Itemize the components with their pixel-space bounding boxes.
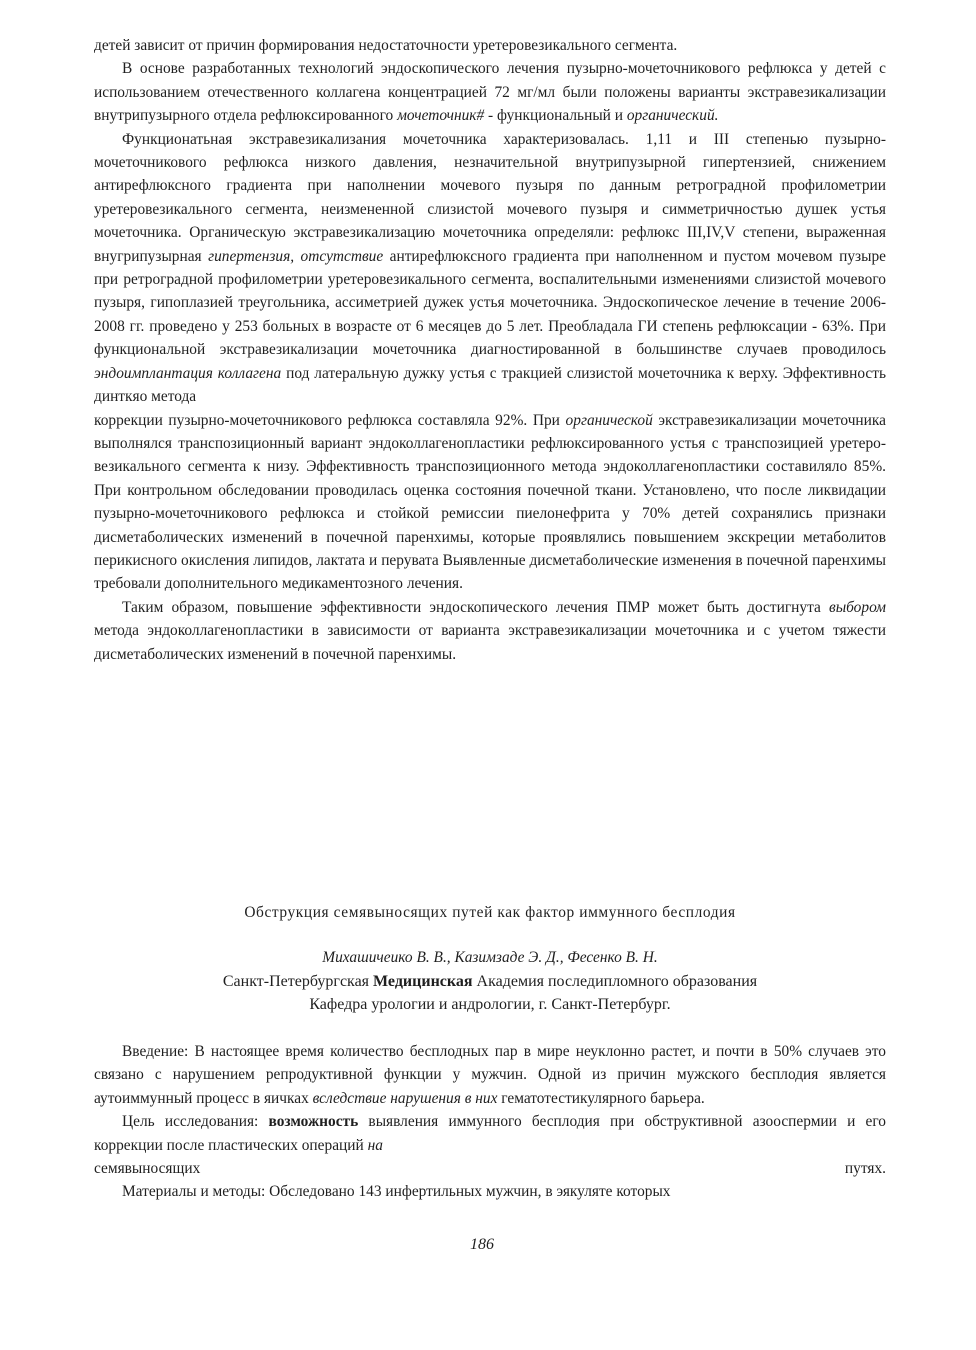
article-affiliation <box>94 970 886 1017</box>
affiliation-department: Кафедра урологии и андрологии, г. Санкт-Петербург. <box>309 996 671 1014</box>
article-title: Обструкция семявыносящих путей как фактор иммунного бесплодия <box>244 904 736 921</box>
paragraph-extravesicalization: Функционатьная экстравезикализания мочеточника характеризовалась. 1,11 и III степенью пузырно-мочеточникового рефлюкса низкого давления, незначительной внутрипузырной гипертензией, снижением антирефлюксного градиента при наполнении мочевого пузыря по данным ретроградной профилометрии уретеровезикального сегмента, неизмененной слизистой мочевого пузыря и симметричностью душек устья мочеточника. Органическую экстравезикализацию мочеточника определяли: рефлюкс III,IV,V степени, выраженная внугрипузырная гипертензия, отсутствие антирефлюксного градиента при наполненном и пустом мочевом пузыре при ретроградной профилометрии уретеровезикального сегмента, воспалительными изменениями слизистой мочевого пузыря, гипоплазией треугольника, ассиметрией дужек устья мочеточника. Эндоскопическое лечение в течение 2006-2008 гг. проведено у 253 больных в возрасте от 6 месяцев до 5 лет. Преобладала ГИ степень рефлюксации - 63%. При функциональной экстравезикализации мочеточника диагностированной в большинстве случаев проводилось эндоимплантация коллагена под латеральную дужку устья с тракцией слизистой мочеточника к верху. Эффективность динткяо метода <box>94 130 886 406</box>
article-authors: Михашичеико В. В., Казимзаде Э. Д., Фесенко В. Н. <box>322 949 658 966</box>
paragraph-continuation: детей зависит от причин формирования недостаточности уретеровезикального сегмента. <box>94 37 678 54</box>
paragraph-conclusion: Таким образом, повышение эффективности эндоскопического лечения ПМР может быть достигнута выбором метода эндоколлагенопластики в зависимости от варианта экстравезикализации мочеточника и с учетом тяжести дисметаболических изменений в почечной паренхимы. <box>94 598 886 663</box>
paragraph-aim: Цель исследования: возможность выявления иммунного бесплодия при обструктивной азооспермии и его коррекции после пластических операций на <box>94 1113 887 1154</box>
paragraph-aim-last-line: семявыносящих путях. <box>94 1160 886 1178</box>
paragraph-technologies: В основе разработанных технологий эндоскопического лечения пузырно-мочеточникового рефлюкса у детей с использованием отечественного коллагена концентрацией 72 мг/мл были положены варианты экстравезикализации внутрипузырного отдела рефлюксированного мочеточник# - функциональный и органический. <box>94 60 886 125</box>
affiliation-institution: Санкт-Петербургская Медицинская Академия последипломного образования <box>222 973 758 990</box>
paragraph-correction: коррекции пузырно-мочеточникового рефлюкса составляла 92%. При органической экстравезикализации мочеточника выполнялся транспозиционный вариант эндоколлагенопластики рефлюксированного устья с транспозицией уретеро-везикального сегмента к низу. Эффективность транспозиционного метода эндоколлагенопластики составиляло 85%. При контрольном обследовании проводилась оценка состояния почечной ткани. Установлено, что после ликвидации пузырно-мочеточникового рефлюкса и стойкой ремиссии пиелонефрита у 70% детей сохранялись признаки дисметаболических изменений в почечной паренхимы, которые проявлялись повышением экскреции метаболитов перикисного окисления липидов, лактата и перувата Выявленные дисметаболические изменения в почечной паренхимы требовали дополнительного медикаментозного лечения. <box>94 411 886 593</box>
text-block-top <box>94 34 886 666</box>
paragraph-methods: Материалы и методы: Обследовано 143 инфертильных мужчин, в эякуляте которых <box>122 1183 671 1201</box>
page-number: 186 <box>470 1236 494 1253</box>
paragraph-introduction: Введение: В настоящее время количество бесплодных пар в мире неуклонно растет, и почти в 50% случаев это связано с нарушением репродуктивной функции у мужчин. Одной из причин мужского бесплодия является аутоиммунный процесс в яичках вследствие нарушения в них гематотестикулярного барьера. <box>94 1043 886 1107</box>
text-block-bottom <box>94 1040 886 1204</box>
